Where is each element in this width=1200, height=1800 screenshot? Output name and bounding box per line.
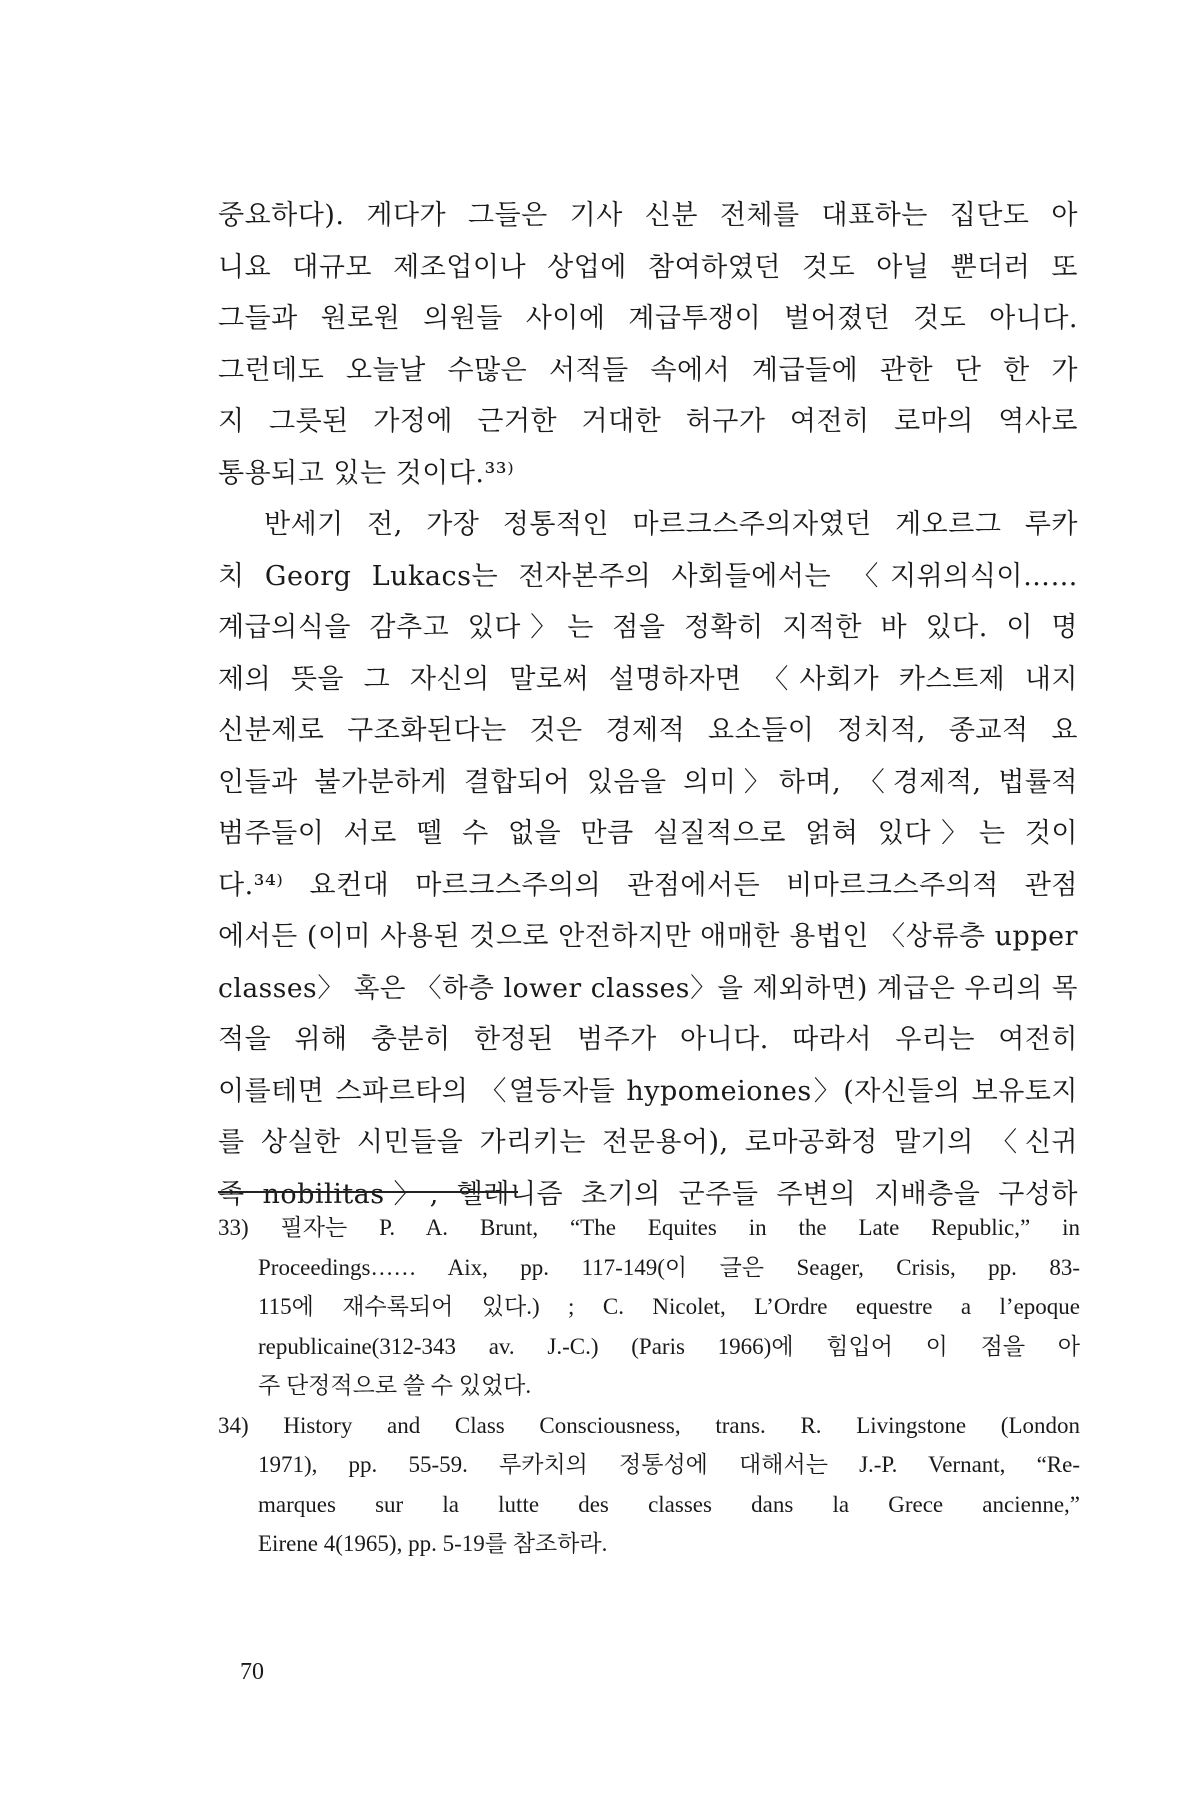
body-text [218, 190, 1078, 1220]
body-line: 범주들이 서로 뗄 수 없을 만큼 실질적으로 얽혀 있다〉는 것이 [218, 818, 1078, 849]
body-line: 치 Georg Lukacs는 전자본주의 사회들에서는 〈지위의식이…… [218, 560, 1078, 592]
body-line: 그들과 원로원 의원들 사이에 계급투쟁이 벌어졌던 것도 아니다. [218, 303, 1078, 334]
footnote-line: 115에 재수록되어 있다.) ; C. Nicolet, L’Ordre equestre a l’epoque [258, 1294, 1080, 1319]
body-line: 그런데도 오늘날 수많은 서적들 속에서 계급들에 관한 단 한 가 [218, 354, 1078, 386]
body-line: 다.³⁴⁾ 요컨대 마르크스주의의 관점에서든 비마르크스주의적 관점 [218, 869, 1078, 901]
body-line: 인들과 불가분하게 결합되어 있음을 의미〉하며, 〈경제적, 법률적 [218, 766, 1078, 798]
footnotes [218, 1208, 1080, 1564]
footnote-divider [218, 1191, 518, 1193]
footnote-line: marques sur la lutte des classes dans la Grece ancienne,” [258, 1491, 1080, 1517]
body-line: 족 nobilitas〉, 헬레니즘 초기의 군주들 주변의 지배층을 구성하 [218, 1178, 1078, 1210]
footnote-line: Eirene 4(1965), pp. 5-19를 참조하라. [258, 1531, 608, 1556]
body-line: 계급의식을 감추고 있다〉는 점을 정확히 지적한 바 있다. 이 명 [218, 612, 1078, 643]
body-line: classes〉 혹은 〈하층 lower classes〉을 제외하면) 계급은 우리의 목 [218, 972, 1078, 1004]
page-number: 70 [240, 1659, 264, 1685]
body-line: 제의 뜻을 그 자신의 말로써 설명하자면 〈사회가 카스트제 내지 [218, 663, 1078, 695]
footnote-line: 33) 필자는 P. A. Brunt, “The Equites in the Late Republic,” in [218, 1215, 1080, 1240]
body-line: 니요 대규모 제조업이나 상업에 참여하였던 것도 아닐 뿐더러 또 [218, 251, 1078, 283]
footnote-line: 주 단정적으로 쓸 수 있었다. [258, 1373, 532, 1398]
body-line: 이를테면 스파르타의 〈열등자들 hypomeiones〉(자신들의 보유토지 [218, 1075, 1078, 1107]
body-line: 통용되고 있는 것이다.³³⁾ [218, 457, 515, 489]
body-line: 적을 위해 충분히 한정된 범주가 아니다. 따라서 우리는 여전히 [218, 1024, 1078, 1055]
body-line: 중요하다). 게다가 그들은 기사 신분 전체를 대표하는 집단도 아 [218, 200, 1078, 231]
footnote-line: 1971), pp. 55-59. 루카치의 정통성에 대해서는 J.-P. Vernant, “Re- [258, 1452, 1080, 1477]
body-line: 를 상실한 시민들을 가리키는 전문용어), 로마공화정 말기의 〈신귀 [218, 1127, 1078, 1158]
body-line: 신분제로 구조화된다는 것은 경제적 요소들이 정치적, 종교적 요 [218, 715, 1078, 746]
body-line: 반세기 전, 가장 정통적인 마르크스주의자였던 게오르그 루카 [264, 509, 1078, 540]
body-line: 지 그릇된 가정에 근거한 거대한 허구가 여전히 로마의 역사로 [218, 406, 1078, 437]
footnote-line: Proceedings…… Aix, pp. 117-149(이 글은 Seager, Crisis, pp. 83- [258, 1254, 1080, 1280]
footnote-line: republicaine(312-343 av. J.-C.) (Paris 1966)에 힘입어 이 점을 아 [258, 1333, 1080, 1359]
footnote-line: 34) History and Class Consciousness, trans. R. Livingstone (London [218, 1412, 1080, 1438]
body-line: 에서든 (이미 사용된 것으로 안전하지만 애매한 용법인 〈상류층 upper [218, 921, 1078, 952]
